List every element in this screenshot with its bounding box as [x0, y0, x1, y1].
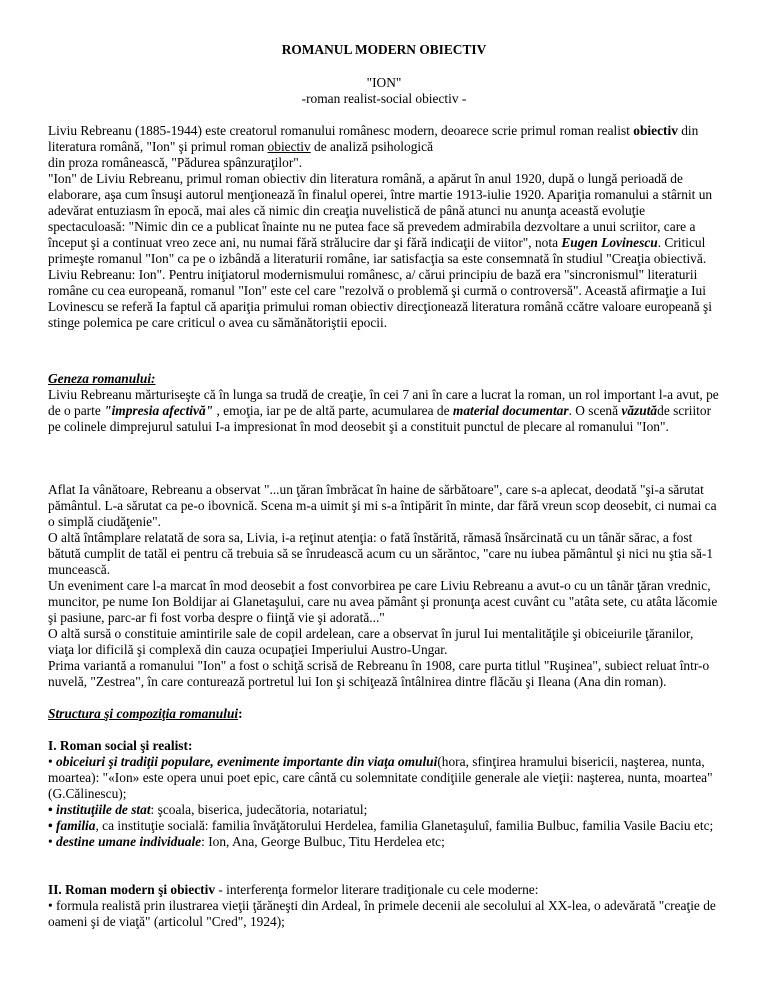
first-variant-paragraph: Prima variantă a romanului "Ion" a fost o schiţă scrisă de Rebreanu în 1908, care purta titlul "Ruşinea", subiect reluat într-o nuvelă, "Zestrea", în care conturează portretul lui Ion şi schiţează întâlnirea dintre flăcău şi Ileana (Ana din roman). [48, 658, 710, 689]
livia-paragraph: O altă întâmplare relatată de sora sa, Livia, i-a reţinut atenţia: o fată înstărită, rămasă însărcinată cu un tânăr sărac, a fost bătută cumplit de tatăl ei pentru că trebuia să se înrudească acum cu un sărăntoc, "care nu iubea pământul şi nici nu ştia să-1 muncească. [48, 530, 714, 577]
boldijar-paragraph: Un eveniment care l-a marcat în mod deosebit a fost convorbirea pe care Liviu Rebreanu a avut-o cu un tânăr ţăran vrednic, muncitor, pe nume Ion Boldijar ai Glanetaşului, care nu avea pământ şi pronunţa acest cuvânt cu "atâta sete, cu atâta lăcomie şi pasiune, parc-ar fi fost vorba despre o fiinţă vie şi adorată..." [48, 578, 718, 625]
novel-subtitle: -roman realist-social obiectiv - [301, 91, 467, 106]
geneza-section: Geneza romanului: Liviu Rebreanu mărturiseşte că în lunga sa trudă de creaţie, în cei 7 ani în care a lucrat la roman, un rol important l-a avut, pe de o parte "impresia afectivă" , emoţia, iar pe de altă parte, acumularea de material documentar. O scenă văzutăde scriitor pe colinele dimprejurul satului I-a impresionat în mod deosebit şi a constituit punctul de plecare al romanului "Ion". [48, 371, 719, 434]
section-social: I. Roman social şi realist: • obiceiuri şi tradiţii populare, evenimente importante din viaţa omului(hora, sfinţirea hramului bisericii, naşterea, nunta, moartea): "«Ion» este opera unui poet epic, care cântă cu solemnitate condiţiile generale ale vieţii: naşterea, nunta, moartea" (G.Călinescu); • instituţiile de stat: şcoala, biserica, judecătoria, notariatul; • familia, ca instituţie socială: familia învăţătorului Herdelea, familia Glanetaşuluî, familia Bulbuc, familia Vasile Baciu etc; • destine umane individuale: Ion, Ana, George Bulbuc, Titu Herdelea etc; [48, 738, 714, 849]
section-modern: II. Roman modern şi obiectiv - interferenţa formelor literare tradiţionale cu cele moderne: • formula realistă prin ilustrarea vieţii ţărăneşti din Ardeal, în primele decenii ale secolului al XX-lea, o adevărată "creaţie de oameni şi de viaţă" (articolul "Cred", 1924); [48, 882, 716, 929]
childhood-paragraph: O altă sursă o constituie amintirile sale de copil ardelean, care a observat în jurul Iui mentalităţile şi obiceiurile ţăranilor, viaţa lor dificilă şi complexă din cauza ocupaţiei Imperiului Austro-Ungar. [48, 626, 694, 657]
geneza-heading: Geneza romanului: [48, 371, 156, 386]
section-social-heading: I. Roman social şi realist: [48, 738, 193, 753]
hunting-paragraph: Aflat Ia vânătoare, Rebreanu a observat "...un ţăran îmbrăcat în haine de sărbătoare", care s-a aplecat, deodată "şi-a sărutat pământul. L-a sărutat ca pe-o ibovnică. Scena m-a uimit şi mi s-a întipărit în minte, dar fără vreun scop deosebit, ci numai ca o simplă ciudăţenie". [48, 482, 717, 529]
intro-paragraph: Liviu Rebreanu (1885-1944) este creatorul romanului românesc modern, deoarece scrie primul roman realist obiectiv din literatura română, "Ion" şi primul roman obiectiv de analiză psihologică din proza românească, "Pădurea spânzuraţilor". [48, 123, 699, 170]
section-modern-heading: II. Roman modern şi obiectiv [48, 882, 216, 897]
structura-heading: Structura şi compoziţia romanului: [48, 706, 243, 721]
document-title: ROMANUL MODERN OBIECTIV [281, 42, 487, 57]
context-paragraph: "Ion" de Liviu Rebreanu, primul roman obiectiv din literatura română, a apărut în anul 1920, după o lungă perioadă de elaborare, aşa cum însuşi autorul menţionează în finalul operei, între martie 1913-iulie 1920. Apariţia romanului a stârnit un adevărat entuziasm în epocă, mai ales că nimic din creaţia nuvelistică de până atunci nu anunţa această evoluţie spectaculoasă: "Nimic din ce a publicat înainte nu ne putea face să prevedem admirabila dezvoltare a unui scriitor, care a început şi a continuat vreo zece ani, nu numai fără strălucire dar şi fără indicaţii de viitor", nota Eugen Lovinescu. Criticul primeşte romanul "Ion" ca pe o izbândă a literaturii române, iar satisfacţia sa este consemnată în studiul "Creaţia obiectivă. Liviu Rebreanu: Ion". Pentru iniţiatorul modernismului românesc, a/ cărui principiu de bază era "sincronismul" literaturii române cu cea europeană, romanul "Ion" este cel care "rezolvă o problemă şi curmă o controversă". Această afirmaţie a Iui Lovinescu se referă Ia faptul că apariţia primului roman obiectiv direcţionează literatura română ccătre valoare europeană şi stinge polemica pe care criticul o avea cu sămănătoriştii epocii. [48, 171, 713, 330]
novel-title: "ION" [366, 75, 402, 90]
